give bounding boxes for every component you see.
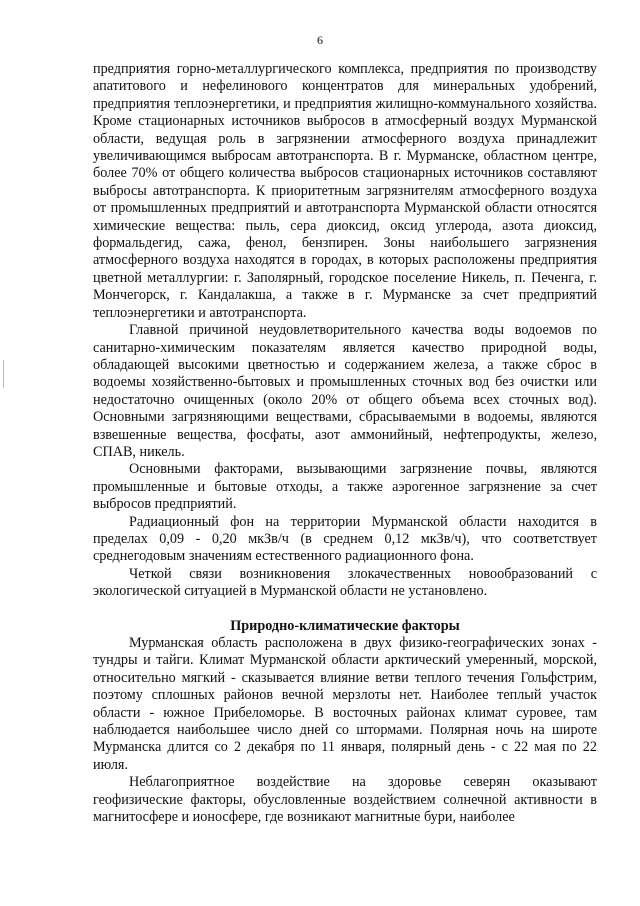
paragraph-air-pollution-sources: предприятия горно-металлургического комплекса, предприятия по производству апатитового и нефелинового концентратов для минеральных удобрений, предприятия теплоэнергетики, и предприятия жилищно-коммунального хозяйства. Кроме стационарных источников выбросов в атмосферный воздух Мурманской области, ведущая роль в загрязнении атмосферного воздуха принадлежит увеличивающимся выбросам автотранспорта. В г. Мурманске, областном центре, более 70% от общего количества выбросов стационарных источников составляют выбросы автотранспорта. К приоритетным загрязнителям атмосферного воздуха от промышленных предприятий и автотранспорта Мурманской области относятся химические вещества: пыль, сера диоксид, оксид углерода, азота диоксид, формальдегид, сажа, фенол, бензпирен. Зоны наибольшего загрязнения атмосферного воздуха находятся в городах, в которых расположены предприятия цветной металлургии: г. Заполярный, городское поселение Никель, п. Печенга, г. Мончегорск, г. Кандалакша, а также в г. Мурманске за счет предприятий теплоэнергетики и автотранспорта. (93, 61, 597, 321)
page-body (93, 61, 597, 826)
paragraph-water-quality: Главной причиной неудовлетворительного качества воды водоемов по санитарно-химическим показателям является качество природной воды, обладающей высокими цветностью и содержанием железа, а также сброс в водоемы хозяйственно-бытовых и промышленных сточных вод без очистки или недостаточно очищенных (около 20% от общего объема всех сточных вод). Основными загрязняющими веществами, сбрасываемыми в водоемы, являются взвешенные вещества, фосфаты, азот аммонийный, нефтепродукты, железо, СПАВ, никель. (93, 322, 597, 460)
paragraph-soil-pollution: Основными факторами, вызывающими загрязнение почвы, являются промышленные и бытовые отходы, а также аэрогенное загрязнение за счет выбросов предприятий. (93, 461, 597, 513)
page-number: 6 (317, 33, 323, 47)
scan-artifact-mark (3, 360, 4, 388)
paragraph-climate-zones: Мурманская область расположена в двух физико-географических зонах - тундры и тайги. Климат Мурманской области арктический умеренный, морской, относительно мягкий - сказывается влияние ветви теплого течения Гольфстрим, поэтому сплошных районов вечной мерзлоты нет. Наиболее теплый участок области - южное Прибеломорье. В восточных районах климат суровее, там наблюдается наибольшее число дней со штормами. Полярная ночь на широте Мурманска длится со 2 декабря по 11 января, полярный день - с 22 мая по 22 июля. (93, 635, 597, 773)
paragraph-radiation-background: Радиационный фон на территории Мурманской области находится в пределах 0,09 - 0,20 мкЗв/ч (в среднем 0,12 мкЗв/ч), что соответствует среднегодовым значениям естественного радиационного фона. (93, 513, 597, 565)
section-heading: Природно-климатические факторы (230, 617, 460, 634)
paragraph-geophysical-factors: Неблагоприятное воздействие на здоровье северян оказывают геофизические факторы, обусловленные воздействием солнечной активности в магнитосфере и ионосфере, где возникают магнитные бури, наиболее (93, 774, 597, 826)
paragraph-cancer-ecology: Четкой связи возникновения злокачественных новообразований с экологической ситуацией в Мурманской области не установлено. (93, 565, 597, 600)
